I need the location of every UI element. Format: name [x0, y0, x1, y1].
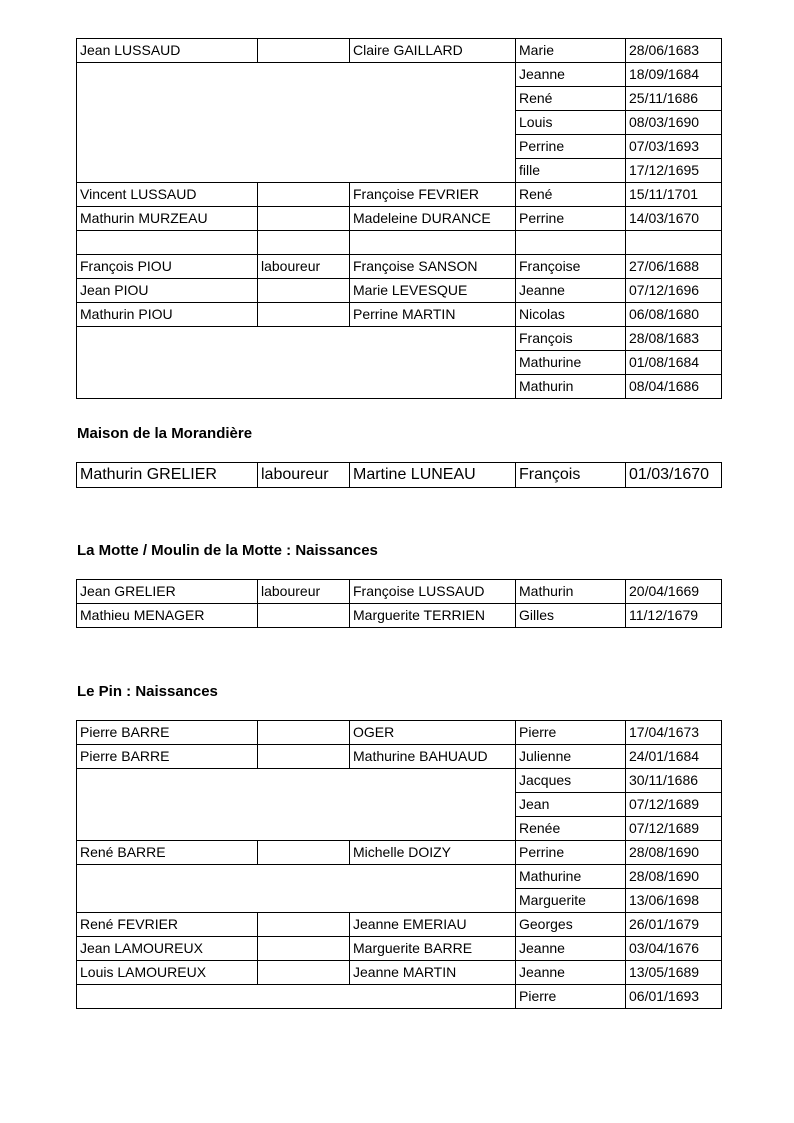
- date-cell: 08/03/1690: [626, 111, 722, 135]
- child-cell: fille: [516, 159, 626, 183]
- mother-cell: Madeleine DURANCE: [350, 207, 516, 231]
- date-cell: 28/06/1683: [626, 39, 722, 63]
- table-row: [77, 865, 722, 889]
- occupation-cell: [258, 745, 350, 769]
- child-cell: Mathurin: [516, 375, 626, 399]
- child-cell: Perrine: [516, 207, 626, 231]
- date-cell: 17/04/1673: [626, 721, 722, 745]
- occupation-cell: laboureur: [258, 580, 350, 604]
- merged-empty-cell: [77, 327, 516, 399]
- child-cell: Renée: [516, 817, 626, 841]
- mother-cell: Jeanne EMERIAU: [350, 913, 516, 937]
- date-cell: 20/04/1669: [626, 580, 722, 604]
- date-cell: 07/12/1696: [626, 279, 722, 303]
- merged-empty-cell: [77, 985, 516, 1009]
- table-row: [77, 279, 722, 303]
- father-cell: Louis LAMOUREUX: [77, 961, 258, 985]
- table-row: [77, 183, 722, 207]
- occupation-cell: [258, 183, 350, 207]
- child-cell: Julienne: [516, 745, 626, 769]
- mother-cell: Martine LUNEAU: [350, 463, 516, 488]
- child-cell: René: [516, 183, 626, 207]
- father-cell: Vincent LUSSAUD: [77, 183, 258, 207]
- table-row: [77, 327, 722, 351]
- date-cell: 07/03/1693: [626, 135, 722, 159]
- section-title-morandiere: Maison de la Morandière: [77, 425, 253, 442]
- date-cell: 28/08/1690: [626, 865, 722, 889]
- section-title-motte: La Motte / Moulin de la Motte : Naissances: [77, 542, 378, 559]
- date-cell: 03/04/1676: [626, 937, 722, 961]
- mother-cell: Michelle DOIZY: [350, 841, 516, 865]
- child-cell: René: [516, 87, 626, 111]
- child-cell: Françoise: [516, 255, 626, 279]
- date-cell: 17/12/1695: [626, 159, 722, 183]
- date-cell: 13/05/1689: [626, 961, 722, 985]
- mother-cell: OGER: [350, 721, 516, 745]
- mother-cell: Claire GAILLARD: [350, 39, 516, 63]
- father-cell: François PIOU: [77, 255, 258, 279]
- child-cell: Jeanne: [516, 279, 626, 303]
- child-cell: Perrine: [516, 135, 626, 159]
- date-cell: 14/03/1670: [626, 207, 722, 231]
- date-cell: 25/11/1686: [626, 87, 722, 111]
- child-cell: Nicolas: [516, 303, 626, 327]
- date-cell: 28/08/1690: [626, 841, 722, 865]
- table-row: [77, 841, 722, 865]
- mother-cell: Perrine MARTIN: [350, 303, 516, 327]
- table-row: [77, 303, 722, 327]
- mother-cell: Marguerite BARRE: [350, 937, 516, 961]
- child-cell: Jeanne: [516, 937, 626, 961]
- date-cell: 24/01/1684: [626, 745, 722, 769]
- merged-empty-cell: [77, 769, 516, 841]
- mother-cell: Jeanne MARTIN: [350, 961, 516, 985]
- births-table-pin: [76, 720, 722, 1009]
- table-row: [77, 580, 722, 604]
- date-cell: 30/11/1686: [626, 769, 722, 793]
- table-row: [77, 985, 722, 1009]
- date-cell: 13/06/1698: [626, 889, 722, 913]
- child-cell: Jeanne: [516, 63, 626, 87]
- father-cell: René BARRE: [77, 841, 258, 865]
- date-cell: 01/08/1684: [626, 351, 722, 375]
- child-cell: Jeanne: [516, 961, 626, 985]
- date-cell: [626, 231, 722, 255]
- father-cell: Jean LAMOUREUX: [77, 937, 258, 961]
- date-cell: 01/03/1670: [626, 463, 722, 488]
- child-cell: Georges: [516, 913, 626, 937]
- father-cell: Mathieu MENAGER: [77, 604, 258, 628]
- mother-cell: [350, 231, 516, 255]
- child-cell: Mathurine: [516, 351, 626, 375]
- table-row: [77, 937, 722, 961]
- births-table-main: [76, 38, 722, 399]
- mother-cell: Françoise LUSSAUD: [350, 580, 516, 604]
- occupation-cell: laboureur: [258, 255, 350, 279]
- occupation-cell: [258, 841, 350, 865]
- father-cell: Jean PIOU: [77, 279, 258, 303]
- occupation-cell: [258, 207, 350, 231]
- child-cell: Pierre: [516, 721, 626, 745]
- child-cell: Mathurin: [516, 580, 626, 604]
- table-row: [77, 721, 722, 745]
- table-row: [77, 207, 722, 231]
- child-cell: François: [516, 463, 626, 488]
- date-cell: 26/01/1679: [626, 913, 722, 937]
- child-cell: Gilles: [516, 604, 626, 628]
- date-cell: 15/11/1701: [626, 183, 722, 207]
- date-cell: 18/09/1684: [626, 63, 722, 87]
- occupation-cell: laboureur: [258, 463, 350, 488]
- date-cell: 06/01/1693: [626, 985, 722, 1009]
- mother-cell: Mathurine BAHUAUD: [350, 745, 516, 769]
- date-cell: 27/06/1688: [626, 255, 722, 279]
- child-cell: Jacques: [516, 769, 626, 793]
- child-cell: François: [516, 327, 626, 351]
- date-cell: 07/12/1689: [626, 817, 722, 841]
- mother-cell: Marguerite TERRIEN: [350, 604, 516, 628]
- table-row: [77, 913, 722, 937]
- occupation-cell: [258, 721, 350, 745]
- father-cell: Jean LUSSAUD: [77, 39, 258, 63]
- date-cell: 06/08/1680: [626, 303, 722, 327]
- occupation-cell: [258, 937, 350, 961]
- date-cell: 11/12/1679: [626, 604, 722, 628]
- father-cell: [77, 231, 258, 255]
- father-cell: Pierre BARRE: [77, 745, 258, 769]
- child-cell: Jean: [516, 793, 626, 817]
- table-row: [77, 745, 722, 769]
- father-cell: Mathurin MURZEAU: [77, 207, 258, 231]
- merged-empty-cell: [77, 865, 516, 913]
- date-cell: 28/08/1683: [626, 327, 722, 351]
- mother-cell: Marie LEVESQUE: [350, 279, 516, 303]
- table-row: [77, 961, 722, 985]
- occupation-cell: [258, 231, 350, 255]
- births-table-motte: [76, 579, 722, 628]
- births-table-morandiere: [76, 462, 722, 488]
- child-cell: Louis: [516, 111, 626, 135]
- father-cell: Pierre BARRE: [77, 721, 258, 745]
- child-cell: Marie: [516, 39, 626, 63]
- occupation-cell: [258, 913, 350, 937]
- table-row: [77, 255, 722, 279]
- child-cell: Pierre: [516, 985, 626, 1009]
- child-cell: [516, 231, 626, 255]
- father-cell: Mathurin PIOU: [77, 303, 258, 327]
- father-cell: René FEVRIER: [77, 913, 258, 937]
- occupation-cell: [258, 279, 350, 303]
- date-cell: 08/04/1686: [626, 375, 722, 399]
- table-row: [77, 63, 722, 87]
- father-cell: Mathurin GRELIER: [77, 463, 258, 488]
- table-row: [77, 231, 722, 255]
- mother-cell: Françoise SANSON: [350, 255, 516, 279]
- table-row: [77, 604, 722, 628]
- child-cell: Perrine: [516, 841, 626, 865]
- child-cell: Marguerite: [516, 889, 626, 913]
- occupation-cell: [258, 303, 350, 327]
- date-cell: 07/12/1689: [626, 793, 722, 817]
- merged-empty-cell: [77, 63, 516, 183]
- table-row: [77, 39, 722, 63]
- mother-cell: Françoise FEVRIER: [350, 183, 516, 207]
- occupation-cell: [258, 961, 350, 985]
- occupation-cell: [258, 604, 350, 628]
- section-title-pin: Le Pin : Naissances: [77, 683, 218, 700]
- table-row: [77, 769, 722, 793]
- father-cell: Jean GRELIER: [77, 580, 258, 604]
- table-row: [77, 463, 722, 488]
- child-cell: Mathurine: [516, 865, 626, 889]
- occupation-cell: [258, 39, 350, 63]
